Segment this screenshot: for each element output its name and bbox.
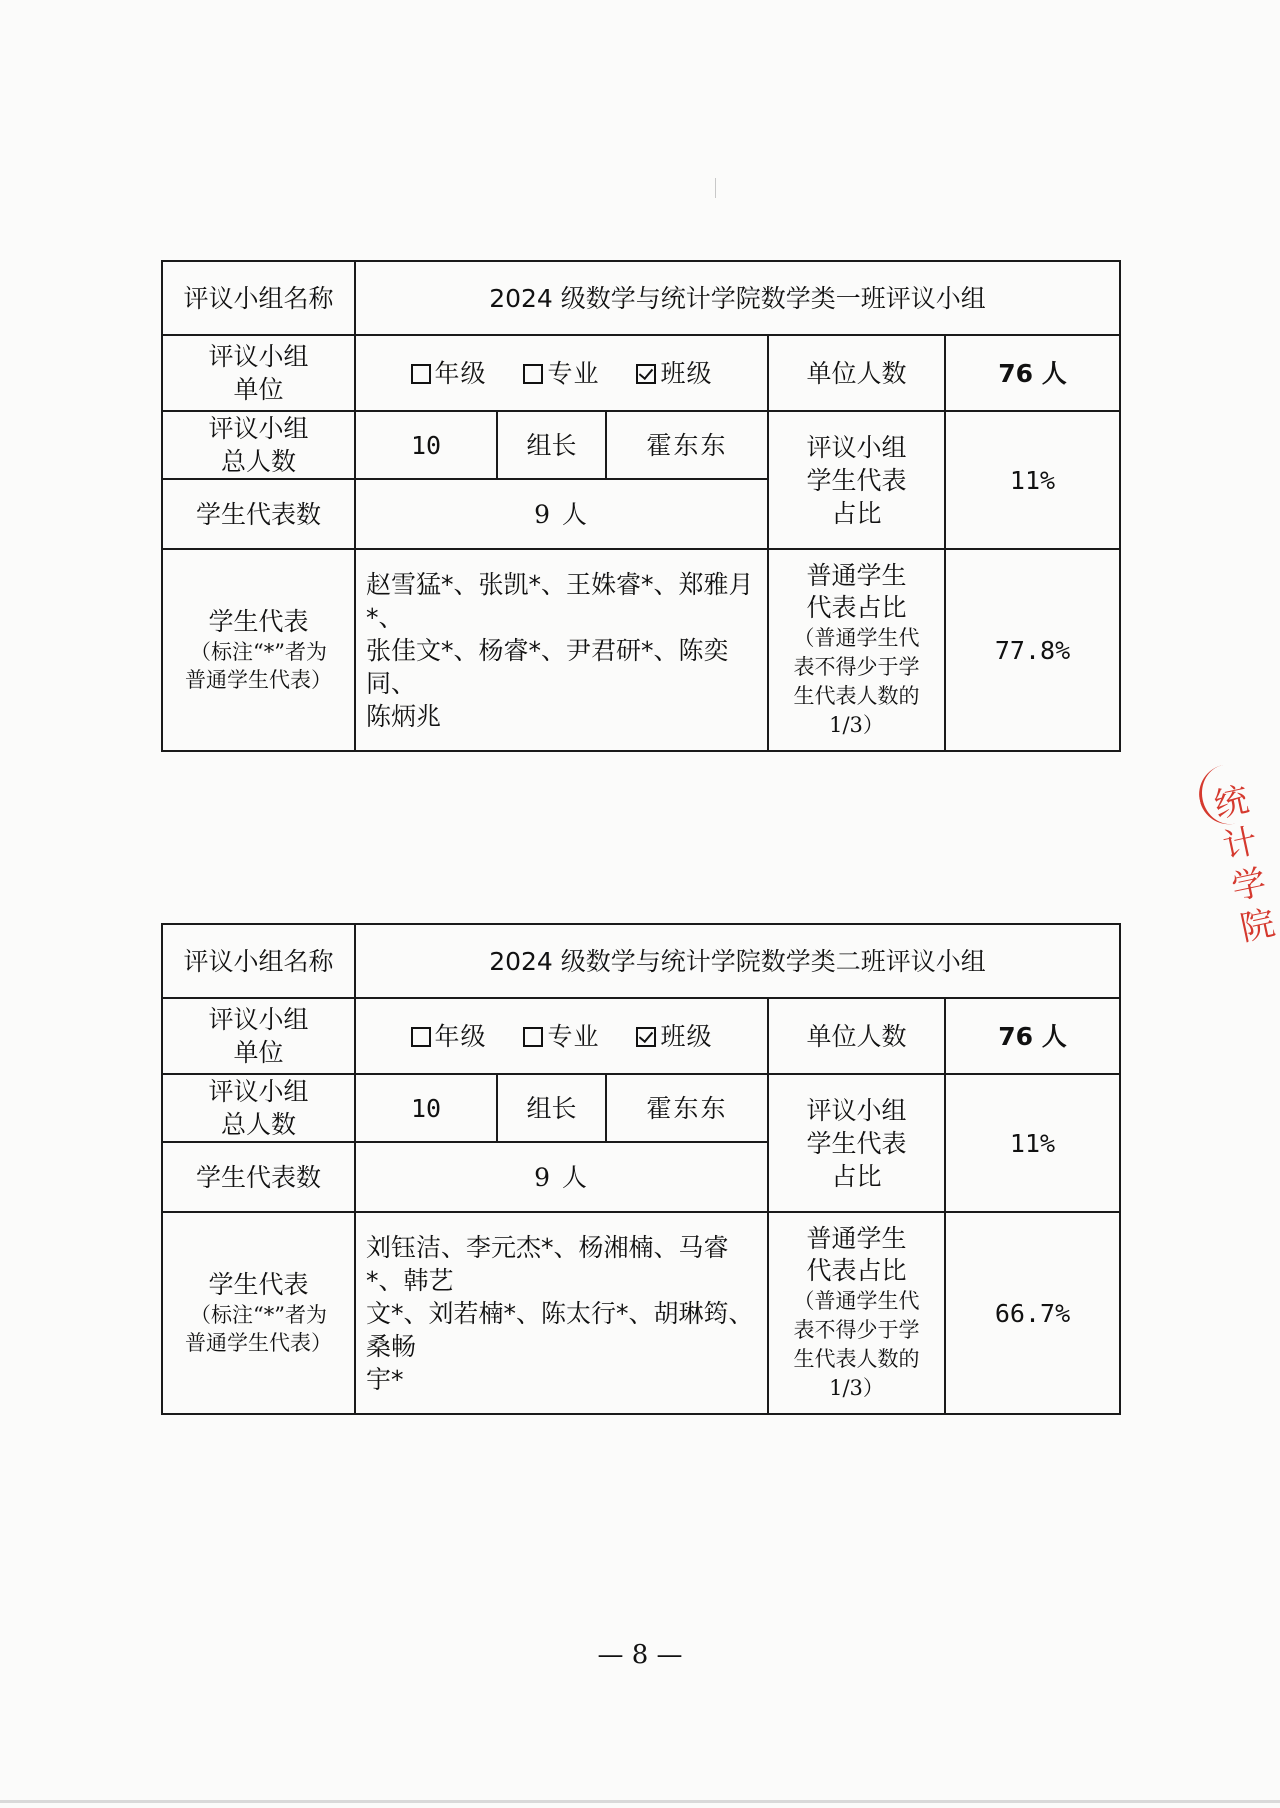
scan-mark [715,178,716,198]
option-class[interactable]: 班级 [636,357,712,390]
normal-ratio-label: 普通学生 代表占比 （普通学生代 表不得少于学 生代表人数的 1/3） [768,549,945,751]
group-name-value: 2024 级数学与统计学院数学类二班评议小组 [355,924,1120,998]
reps-list: 赵雪猛*、张凯*、王姝睿*、郑雅月*、 张佳文*、杨睿*、尹君研*、陈奕同、 陈炳兆 [355,549,768,751]
leader-value: 霍东东 [606,1074,768,1142]
unit-count-label: 单位人数 [768,998,945,1074]
seal-glyph: 院 [1236,903,1279,950]
checkbox-unchecked-icon[interactable] [411,364,431,384]
review-group-table-1 [161,260,1121,752]
normal-ratio-label: 普通学生 代表占比 （普通学生代 表不得少于学 生代表人数的 1/3） [768,1212,945,1414]
rep-ratio-value: 11% [945,411,1120,549]
group-unit-label: 评议小组 单位 [162,998,355,1074]
checkbox-checked-icon[interactable] [636,1027,656,1047]
group-name-label: 评议小组名称 [162,261,355,335]
checkbox-checked-icon[interactable] [636,364,656,384]
unit-options [355,335,768,411]
rep-ratio-value: 11% [945,1074,1120,1212]
group-total-label: 评议小组 总人数 [162,1074,355,1142]
rep-ratio-label: 评议小组 学生代表 占比 [768,411,945,549]
group-total-value: 10 [355,1074,497,1142]
group-total-label: 评议小组 总人数 [162,411,355,479]
review-group-table-2 [161,923,1121,1415]
option-class[interactable]: 班级 [636,1020,712,1053]
seal-arc [1194,764,1239,830]
leader-label: 组长 [497,411,606,479]
seal-glyph: 计 [1219,820,1261,868]
rep-count-value: 9 人 [355,479,768,549]
unit-count-value: 76 人 [945,998,1120,1074]
leader-value: 霍东东 [606,411,768,479]
reps-label: 学生代表 （标注“*”者为 普通学生代表） [162,1212,355,1414]
group-name-value: 2024 级数学与统计学院数学类一班评议小组 [355,261,1120,335]
checkbox-unchecked-icon[interactable] [411,1027,431,1047]
scan-edge [0,1800,1280,1803]
unit-options [355,998,768,1074]
normal-ratio-value: 66.7% [945,1212,1120,1414]
rep-count-label: 学生代表数 [162,1142,355,1212]
group-name-label: 评议小组名称 [162,924,355,998]
leader-label: 组长 [497,1074,606,1142]
seal-glyph: 统 [1210,779,1253,827]
normal-ratio-value: 77.8% [945,549,1120,751]
page-number: — 8 — [597,1640,683,1670]
option-grade[interactable]: 年级 [411,357,487,390]
group-total-value: 10 [355,411,497,479]
unit-count-label: 单位人数 [768,335,945,411]
group-unit-label: 评议小组 单位 [162,335,355,411]
reps-label: 学生代表 （标注“*”者为 普通学生代表） [162,549,355,751]
option-major[interactable]: 专业 [523,357,599,390]
checkbox-unchecked-icon[interactable] [523,364,543,384]
red-seal [1205,778,1280,1007]
checkbox-unchecked-icon[interactable] [523,1027,543,1047]
unit-count-value: 76 人 [945,335,1120,411]
rep-count-value: 9 人 [355,1142,768,1212]
option-grade[interactable]: 年级 [411,1020,487,1053]
rep-ratio-label: 评议小组 学生代表 占比 [768,1074,945,1212]
reps-list: 刘钰洁、李元杰*、杨湘楠、马睿*、韩艺 文*、刘若楠*、陈太行*、胡琳筠、桑畅 宇* [355,1212,768,1414]
seal-glyph: 学 [1228,862,1270,909]
option-major[interactable]: 专业 [523,1020,599,1053]
rep-count-label: 学生代表数 [162,479,355,549]
